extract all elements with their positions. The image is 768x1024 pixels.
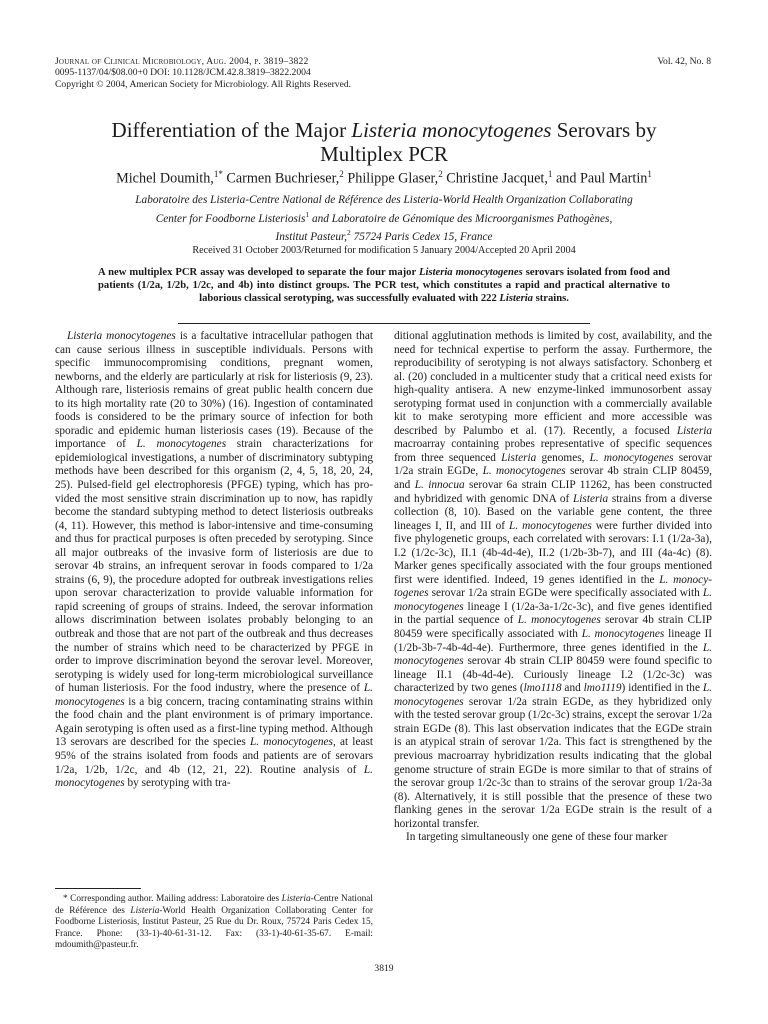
journal-citation: Journal of Clinical Microbiology, Aug. 2004, p. 3819–3822: [55, 56, 309, 67]
author: and Paul Martin: [555, 170, 648, 187]
corresponding-author-footnote: * Corresponding author. Mailing address: Laboratoire des Listeria-Centre National de Référence des Listeria-World Health Organization Collaborating Center for Foodborne Listeriosis, Institut Pasteur, 25 Rue du Dr. Roux, 75724 Paris Cedex 15, France. Phone: (33-1)-40-61-31-12. Fax: (33-1)-40-61-35-67. E-mail: mdoumith@pasteur.fr.: [55, 894, 373, 951]
body-column-left: [55, 330, 373, 791]
body-paragraph: In targeting simultaneously one gene of these four marker: [406, 831, 668, 844]
abstract: A new multiplex PCR assay was developed to separate the four major Listeria monocytogenes serovars isolated from food and patients (1/2a, 1/2b, 1/2c, and 4b) into distinct groups. The PCR test, which constitutes a rapid and practical alternative to laborious classical serotyping, was successfully evaluated with 222 Listeria strains.: [98, 267, 670, 304]
received-dates: Received 31 October 2003/Returned for modification 5 January 2004/Accepted 20 April 2004: [192, 245, 576, 256]
author: Philippe Glaser,: [347, 170, 439, 187]
affiliations: Laboratoire des Listeria-Centre National de Référence des Listeria-World Health Organization Collaborating Center for Foodborne Listeriosis$^1$ and Laboratoire de Génomique des Microorganismes Pathogènes, Institut Pasteur,$^2$ 75724 Paris Cedex 15, France: [135, 194, 633, 243]
author: Carmen Buchrieser,: [226, 170, 340, 187]
body-column-right: [394, 330, 712, 845]
author: Michel Doumith,: [116, 170, 214, 187]
author: Christine Jacquet,: [446, 170, 548, 187]
footnote-divider: [55, 888, 141, 889]
abstract-divider: [178, 323, 590, 324]
article-title: Differentiation of the Major Listeria monocytogenes Serovars by Multiplex PCR: [111, 118, 657, 166]
doi-line: 0095-1137/04/$08.00+0 DOI: 10.1128/JCM.42.8.3819–3822.2004: [55, 67, 311, 79]
journal-header: [55, 56, 711, 90]
author-list: Michel Doumith,$^{1*}$ Carmen Buchrieser,$^2$ Philippe Glaser,$^2$ Christine Jacquet,$^1$ and Paul Martin$^1$: [116, 169, 652, 187]
page-number: 3819: [374, 963, 394, 974]
volume-issue: Vol. 42, No. 8: [657, 56, 711, 67]
body-paragraph: ditional agglutination methods is limited by cost, availability, and the need for technical expertise to perform the assay. Furthermore, the reproducibility of serotyping is not always satisfactory. Schonberg et al. (20) concluded in a multicenter study that a critical need exists for high-quality antisera. A new enzyme-linked immunosorbent assay serotyping format used in conjunction with a commercially available kit to make serotyping more efficient and more accessible was described by Palumbo et al. (17). Recently, a focused Listeria macroarray containing probes representative of specific sequences from three sequenced Listeria genomes, L. monocytogenes serovar 1/2a strain EGDe, L. monocytogenes serovar 4b strain CLIP 80459, and L. innocua serovar 6a strain CLIP 11262, has been constructed and hybridized with genomic DNA of Listeria strains from a diverse collection (8, 10). Based on the variable gene content, the three lineages I, II, and III of L. monocytogenes were further divided into five phylogenetic groups, each correlated with serovars: I.1 (1/2a-3a), I.2 (1/2c-3c), II.1 (4b-4d-4e), II.2 (1/2b-3b-7), and III (4a-4c) (8). Marker genes specifically associated with the four groups mentioned first were identified. Indeed, 19 genes identified in the L. monocytogenes serovar 1/2a strain EGDe were specifically associated with L. monocytogenes lineage I (1/2a-3a-1/2c-3c), and five genes identified in the partial sequence of L. monocytogenes serovar 4b strain CLIP 80459 were specifically associated with L. monocytogenes lineage II (1/2b-3b-7-4b-4d-4e). Furthermore, three genes identified in the L. monocytogenes serovar 4b strain CLIP 80459 were found specific to lineage II.1 (4b-4d-4e). Curiously lineage I.2 (1/2c-3c) was characterized by two genes (lmo1118 and lmo1119) identified in the L. monocytogenes serovar 1/2a strain EGDe, as they hybridized only with the tested serovar group (1/2c-3c) strains, except the serovar 1/2a strain EGDe (8). This last observation indicates that the EGDe strain is an atypical strain of serovar 1/2a. This fact is strengthened by the previous macroarray hybridization results indicating that the global genome structure of strain EGDe is more similar to that of strains of the serovar group 1/2c-3c than to strains of the serovar group 1/2a-3a (8). Alternatively, it is still possible that the presence of these two flanking genes in the serovar 1/2a EGDe strain is the result of a horizontal transfer.: [394, 330, 713, 830]
copyright-line: Copyright © 2004, American Society for Microbiology. All Rights Reserved.: [55, 78, 352, 90]
body-paragraph: Listeria monocytogenes is a facultative intracellular pathogen that can cause serious illness in susceptible individuals. Persons with specific immunocompromising conditions, pregnant women, newborns, and the elderly are particularly at risk for listeriosis (9, 23). Although rare, listeriosis remains of great public health concern due to its high mortality rate (20 to 30%) (16). Ingestion of contaminated foods is considered to be the primary source of infection for both sporadic and epidemic human listeriosis cases (19). Because of the importance of L. monocytogenes strain characterizations for epidemiological investigations, a number of discriminatory subtyping methods have been described for this organism (2, 4, 5, 18, 20, 24, 25). Pulsed-field gel electrophoresis (PFGE) typing, which has provided the most sensitive strain discrimination up to now, has rapidly become the standard subtyping method to detect listeriosis outbreaks (4, 11). However, this method is labor-intensive and time-consuming and thus for practical purposes is often preceded by serotyping. Since all major outbreaks of the invasive form of listeriosis are due to serovar 4b strains, an infrequent serovar in foods compared to 1/2a strains (6, 9), the procedure adopted for outbreak investigations relies upon serovar characterization to provide valuable information for rapid screening of groups of strains. Indeed, the serovar information allows discrimination between isolates probably belonging to an outbreak and those that are not part of the outbreak and thus decreases the number of strains which need to be characterized by PFGE in order to improve discrimination beyond the serovar level. Moreover, serotyping is widely used for long-term microbiological surveillance of human listeriosis. For the food industry, where the presence of L. monocytogenes is a big concern, tracing contaminating strains within the food chain and the plant environment is of primary importance. Again serotyping is often used as a first-line typing method. Although 13 serovars are described for the species L. monocytogenes, at least 95% of the strains isolated from foods and patients are of serovars 1/2a, 1/2b, 1/2c, and 4b (12, 21, 22). Routine analysis of L. monocytogenes by serotyping with tra-: [55, 330, 374, 790]
